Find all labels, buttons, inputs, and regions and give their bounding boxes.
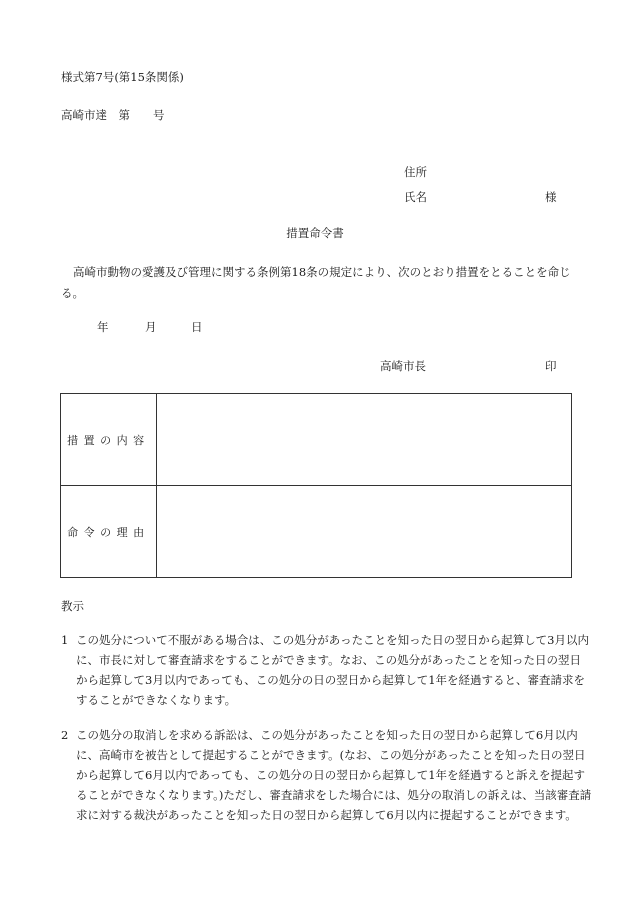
measure-content-label: 措置の内容 (61, 394, 157, 486)
instruction-number: 1 (61, 633, 69, 647)
date-year: 年 (97, 320, 109, 334)
table-row (61, 394, 572, 486)
instruction-text: この処分について不服がある場合は、この処分があったことを知った日の翌日から起算して3月以内に、市長に対して審査請求をすることができます。なお、この処分があったことを知った日の翌日から起算して3月以内であっても、この処分の日の翌日から起算して1年を経過すると、審査請求をすることができなくなります。 (76, 633, 589, 707)
address-label: 住所 (404, 165, 427, 179)
instruction-number: 2 (61, 728, 69, 742)
name-suffix: 様 (545, 190, 557, 204)
document-title: 措置命令書 (286, 226, 344, 240)
instruction-item (61, 725, 592, 825)
instructions-heading: 教示 (61, 599, 84, 613)
form-number: 様式第7号(第15条関係) (61, 70, 184, 84)
instruction-text: この処分の取消しを求める訴訟は、この処分があったことを知った日の翌日から起算して6月以内に、高崎市を被告として提起することができます。(なお、この処分があったことを知った日の翌日から起算して6月以内であっても、この処分の日の翌日から起算して1年を経過すると訴えを提起することができなくなります。)ただし、審査請求をした場合には、処分の取消しの訴えは、当該審査請求に対する裁決があったことを知った日の翌日から起算して6月以内に提起することができます。 (76, 728, 592, 822)
instruction-item (61, 630, 592, 710)
date-month: 月 (145, 320, 157, 334)
measure-content-value (156, 394, 571, 486)
name-label: 氏名 (404, 190, 427, 204)
document-number: 高崎市達 第 号 (61, 108, 165, 122)
issuer: 高崎市長 (380, 359, 426, 373)
order-reason-label: 命令の理由 (61, 486, 157, 578)
measures-table (60, 393, 572, 578)
date-day: 日 (191, 320, 203, 334)
order-reason-value (156, 486, 571, 578)
seal-mark: 印 (545, 359, 557, 373)
table-row (61, 486, 572, 578)
order-body: 高崎市動物の愛護及び管理に関する条例第18条の規定により、次のとおり措置をとることを命じる。 (61, 265, 571, 300)
